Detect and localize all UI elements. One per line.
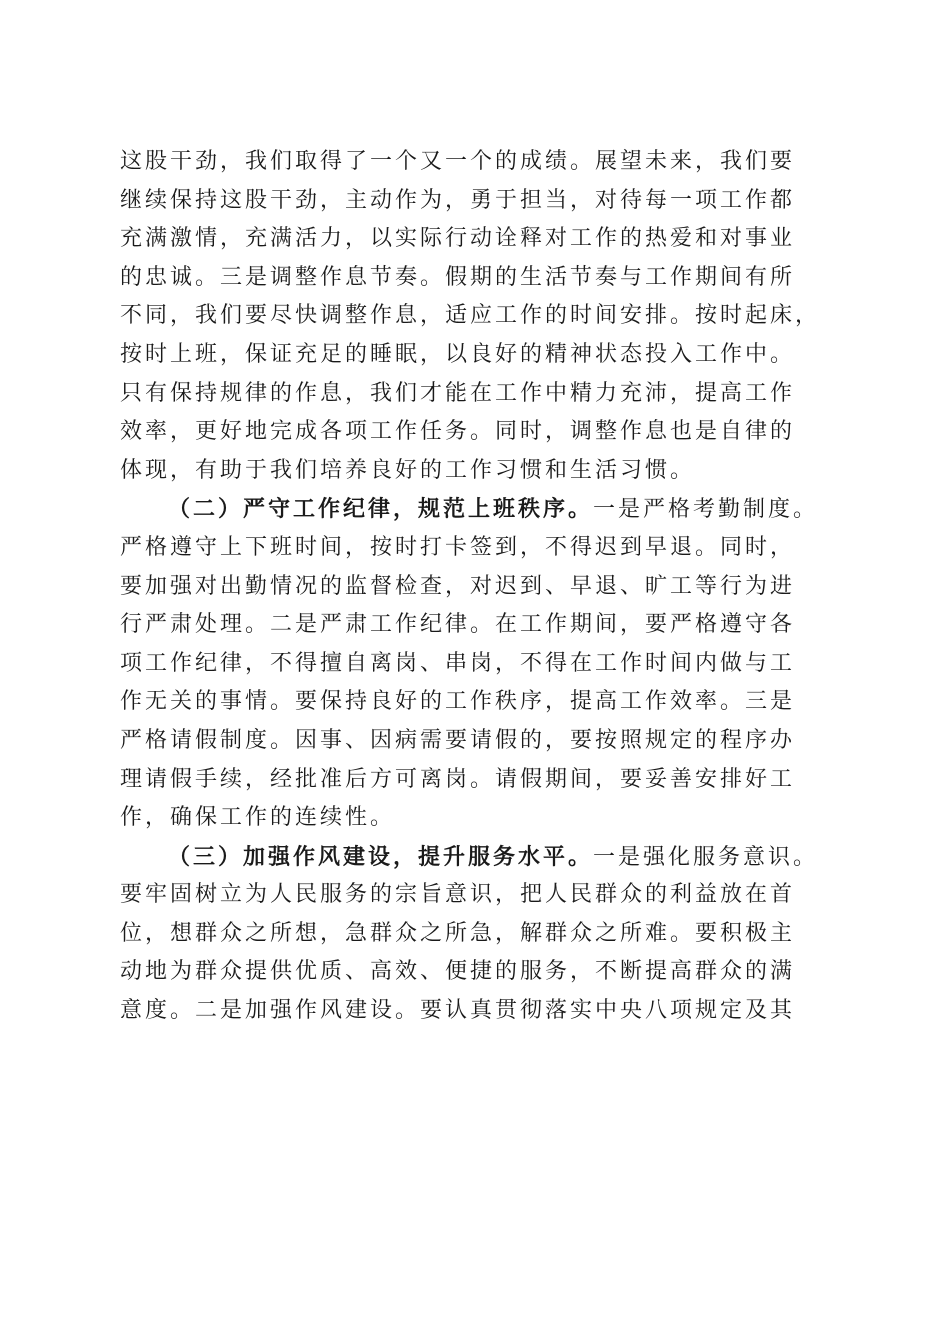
line-text: 严格请假制度。因事、因病需要请假的，要按照规定的程序办 (120, 727, 796, 753)
text-line (120, 683, 840, 722)
paragraph-heading-line (120, 838, 840, 877)
line-text: 一是强化服务意识。 (593, 844, 819, 870)
line-text: 意度。二是加强作风建设。要认真贯彻落实中央八项规定及其 (120, 998, 796, 1024)
text-line (120, 953, 840, 992)
line-text: 不同，我们要尽快调整作息，适应工作的时间安排。按时起床， (120, 303, 821, 329)
text-line (120, 529, 840, 568)
text-line (120, 722, 840, 761)
section-heading: （三）加强作风建设，提升服务水平。 (168, 843, 594, 870)
line-text: 体现，有助于我们培养良好的工作习惯和生活习惯。 (120, 457, 696, 483)
line-text: 项工作纪律，不得擅自离岗、串岗，不得在工作时间内做与工 (120, 650, 796, 676)
text-line (120, 645, 840, 684)
line-text: 作，确保工作的连续性。 (120, 805, 396, 831)
line-text: 这股干劲，我们取得了一个又一个的成绩。展望未来，我们要 (120, 149, 796, 174)
text-line (120, 915, 840, 954)
line-text: 位，想群众之所想，急群众之所急，解群众之所难。要积极主 (120, 920, 796, 946)
text-line (120, 297, 840, 336)
text-line (120, 876, 840, 915)
text-line (120, 992, 840, 1031)
text-line (120, 413, 840, 452)
paragraph-heading-line (120, 490, 840, 529)
text-line (120, 799, 840, 838)
line-text: 要牢固树立为人民服务的宗旨意识，把人民群众的利益放在首 (120, 882, 796, 908)
line-text: 要加强对出勤情况的监督检查，对迟到、早退、旷工等行为进 (120, 573, 796, 599)
text-line (120, 375, 840, 414)
text-line (120, 568, 840, 607)
line-text: 效率，更好地完成各项工作任务。同时，调整作息也是自律的 (120, 419, 796, 445)
text-line (120, 220, 840, 259)
line-text: 行严肃处理。二是严肃工作纪律。在工作期间，要严格遵守各 (120, 612, 796, 638)
line-text: 按时上班，保证充足的睡眠，以良好的精神状态投入工作中。 (120, 341, 796, 367)
line-text: 理请假手续，经批准后方可离岗。请假期间，要妥善安排好工 (120, 766, 796, 792)
line-text: 动地为群众提供优质、高效、便捷的服务，不断提高群众的满 (120, 959, 796, 985)
text-line (120, 761, 840, 800)
text-line (120, 336, 840, 375)
document-body (120, 143, 840, 1031)
line-text: 作无关的事情。要保持良好的工作秩序，提高工作效率。三是 (120, 689, 796, 715)
section-heading: （二）严守工作纪律，规范上班秩序。 (168, 496, 594, 523)
line-text: 继续保持这股干劲，主动作为，勇于担当，对待每一项工作都 (120, 187, 796, 213)
line-text: 严格遵守上下班时间，按时打卡签到，不得迟到早退。同时， (120, 534, 796, 560)
line-text: 充满激情，充满活力，以实际行动诠释对工作的热爱和对事业 (120, 226, 796, 252)
text-line (120, 452, 840, 491)
line-text: 一是严格考勤制度。 (593, 497, 819, 523)
text-line (120, 182, 840, 221)
text-line (120, 259, 840, 298)
line-text: 只有保持规律的作息，我们才能在工作中精力充沛，提高工作 (120, 380, 796, 406)
text-line (120, 143, 840, 182)
line-text: 的忠诚。三是调整作息节奏。假期的生活节奏与工作期间有所 (120, 264, 796, 290)
text-line (120, 606, 840, 645)
